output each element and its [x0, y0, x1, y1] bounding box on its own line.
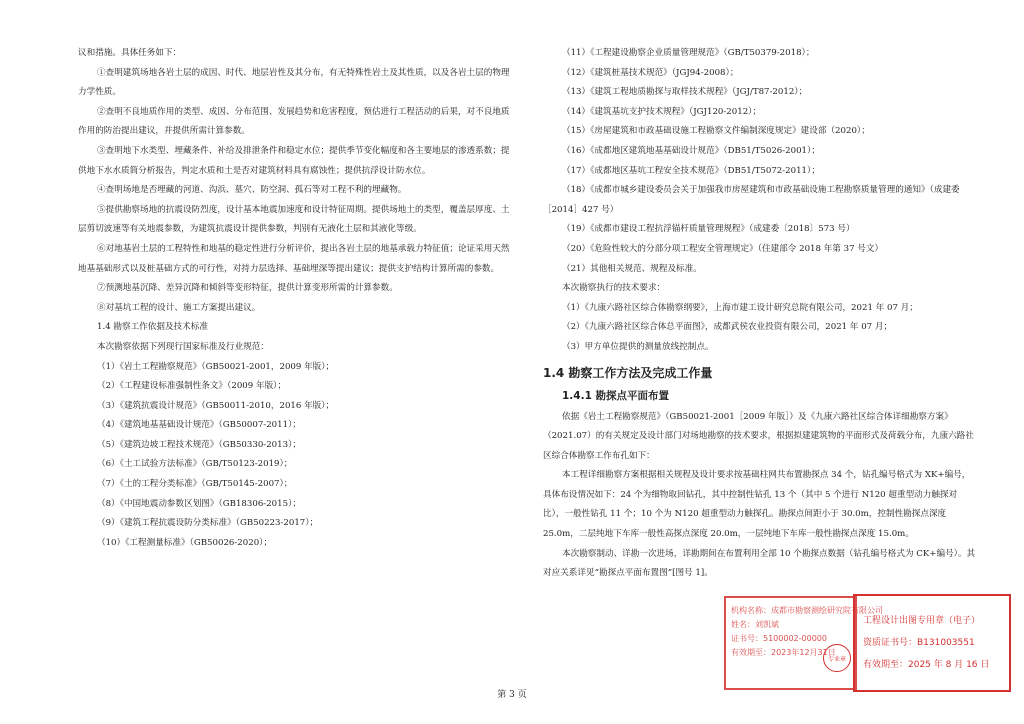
standard-item: （11）《工程建设勘察企业质量管理规范》（GB/T50379-2018）； — [562, 48, 815, 58]
standard-item: （15）《房屋建筑和市政基础设施工程勘察文件编制深度规定》建设部（2020）； — [562, 126, 870, 137]
tech-req-item: （2）《九康六路社区综合体总平面图》，成都武侯农业投资有限公司，2021 年 07 月； — [562, 322, 893, 333]
standard-item: （7）《土的工程分类标准》（GB/T50145-2007）； — [97, 479, 293, 490]
standard-item: （19）《成都市建设工程抗浮锚杆质量管理规程》（成建委〔2018〕573 号） — [562, 224, 855, 235]
paragraph-survey-points: 本次勘察制动、详勘一次进场，详勘期间在布置利用全部 10 个勘探点数据（钻孔编号格式为 CK+编号）。其对应关系详见“勘探点平面布置图”[图号 1]。 — [543, 548, 976, 579]
page-number: 第 3 页 — [497, 690, 527, 700]
task-7: ⑦预测地基沉降、差异沉降和倾斜等变形特征，提供计算变形所需的计算参数。 — [97, 283, 398, 294]
task-4: ④查明场地是否埋藏的河道、沟浜、墓穴、防空洞、孤石等对工程不利的埋藏物。 — [97, 185, 407, 196]
stamp-line: 有效期至：2023年12月31日 — [731, 648, 836, 657]
paragraph-borehole-plan: 本工程详细勘察方案根据相关规程及设计要求按基础柱网共布置勘探点 34 个，钻孔编号格式为 XK+编号，具体布设情况如下：24 个为细物取回钻孔，其中控制性钻孔 13 个（其中 5 个进行 N120 超重型动力触探对比），一般性钻孔 11 个；10 个为 N120 超重型动力触探孔。勘探点间距小于 30.0m，控制性勘探点深度 25.0m，二层纯地下车库一般性高探点深度 20.0m，一层纯地下车库一般性勘探点深度 15.0m。 — [543, 470, 971, 540]
standard-item: （21）其他相关规范、规程及标准。 — [562, 263, 702, 274]
standard-item: （4）《建筑地基基础设计规范》（GB50007-2011）； — [97, 420, 301, 431]
subsection-heading-layout: 1.4.1 勘探点平面布置 — [562, 389, 670, 402]
standard-item: （12）《建筑桩基技术规范》（JGJ94-2008）； — [562, 67, 739, 78]
section-heading-methods: 1.4 勘察工作方法及完成工作量 — [543, 365, 713, 380]
tech-req-item: （1）《九康六路社区综合体勘察纲要》，上海市建工设计研究总院有限公司，2021 年 07 月； — [562, 302, 918, 313]
standard-item: （16）《成都地区建筑地基基础设计规范》（DB51/T5026-2001）； — [562, 145, 820, 156]
standard-item: （5）《建筑边坡工程技术规范》（GB50330-2013）； — [97, 439, 301, 450]
standard-item: （20）《危险性较大的分部分项工程安全管理规定》（住建部令 2018 年第 37 号文） — [562, 243, 884, 254]
standard-item: （6）《土工试验方法标准》（GB/T50123-2019）； — [97, 459, 293, 470]
paragraph-layout-basis: 依据《岩土工程勘察规范》（GB50021-2001［2009 年版］）及《九康六路社区综合体详细勘察方案》（2021.07）的有关规定及设计部门对场地勘察的技术要求，根据拟建建筑物的平面形式及荷载分布，九康六路社区综合体勘察工作布孔如下： — [543, 411, 974, 461]
design-drawing-stamp — [853, 594, 1011, 692]
task-1: ①查明建筑场地各岩土层的成因、时代、地层岩性及其分布，有无特殊性岩土及其性质，以及各岩土层的物理力学性质。 — [78, 67, 510, 98]
intro-text: 议和措施。具体任务如下： — [78, 48, 182, 58]
standard-item: （14）《建筑基坑支护技术规程》（JGJ120-2012）； — [562, 106, 762, 117]
section-intro: 本次勘察依据下列现行国家标准及行业规范： — [97, 341, 269, 352]
task-6: ⑥对地基岩土层的工程特性和地基的稳定性进行分析评价，提出各岩土层的地基承载力特征值；论证采用天然地基基础形式以及桩基础方式的可行性，对持力层选择、基础埋深等提出建议；提供支护结构计算所需的参数。 — [78, 243, 510, 274]
standard-item: （2）《工程建设标准强制性条文》（2009 年版）； — [97, 381, 287, 392]
personal-seal-stamp — [724, 596, 883, 690]
stamp-validity: 有效期至：2025 年 8 月 16 日 — [863, 660, 990, 670]
standard-item: （8）《中国地震动参数区划图》（GB18306-2015）； — [97, 498, 301, 509]
standard-item: （17）《成都地区基坑工程安全技术规范》（DB51/T5072-2011）； — [562, 165, 820, 176]
stamp-title: 工程设计出图专用章（电子） — [863, 616, 981, 626]
right-column — [543, 44, 977, 584]
task-8: ⑧对基坑工程的设计、施工方案提出建议。 — [97, 302, 261, 313]
tech-req-item: （3）甲方单位提供的测量放线控制点。 — [562, 341, 714, 352]
stamp-line: 机构名称：成都市勘察测绘研究院有限公司 — [731, 606, 883, 615]
task-2: ②查明不良地质作用的类型、成因、分布范围、发展趋势和危害程度，预估进行工程活动的后果，对不良地质作用的防治提出建议，并提供所需计算参数。 — [78, 106, 510, 137]
tech-req-intro: 本次勘察执行的技术要求： — [562, 283, 666, 294]
section-title-basis: 1.4 勘察工作依据及技术标准 — [97, 322, 208, 333]
left-column — [78, 44, 516, 553]
standard-item: （13）《建筑工程地质勘探与取样技术规程》（JGJ/T87-2012）； — [562, 87, 808, 98]
standard-item: （10）《工程测量标准》（GB50026-2020）； — [97, 537, 273, 548]
standard-item: （18）《成都市城乡建设委员会关于加强我市房屋建筑和市政基础设施工程勘察质量管理的通知》（成建委［2014］427 号） — [543, 185, 960, 215]
standard-item: （1）《岩土工程勘察规范》（GB50021-2001，2009 年版）； — [97, 361, 335, 372]
stamp-line: 姓名：刘凯斌 — [731, 620, 779, 629]
standard-item: （9）《建筑工程抗震设防分类标准》（GB50223-2017）； — [97, 518, 319, 529]
task-3: ③查明地下水类型、埋藏条件、补给及排泄条件和稳定水位；提供季节变化幅度和各主要地层的渗透系数；提供地下水水质简分析报告，判定水质和土是否对建筑材料具有腐蚀性；提供抗浮设计防水位。 — [78, 145, 510, 176]
stamp-line: 证书号：5100002-00000 — [731, 634, 827, 643]
round-seal: 专业章 — [823, 644, 851, 672]
task-5: ⑤提供勘察场地的抗震设防烈度，设计基本地震加速度和设计特征周期。提供场地土的类型，覆盖层厚度、土层剪切波速等有关地震参数，为建筑抗震设计提供参数，判别有无液化土层和其液化等级。 — [78, 204, 510, 235]
standard-item: （3）《建筑抗震设计规范》（GB50011-2010，2016 年版）； — [97, 400, 335, 411]
stamp-cert-number: 资质证书号：B131003551 — [863, 638, 975, 648]
